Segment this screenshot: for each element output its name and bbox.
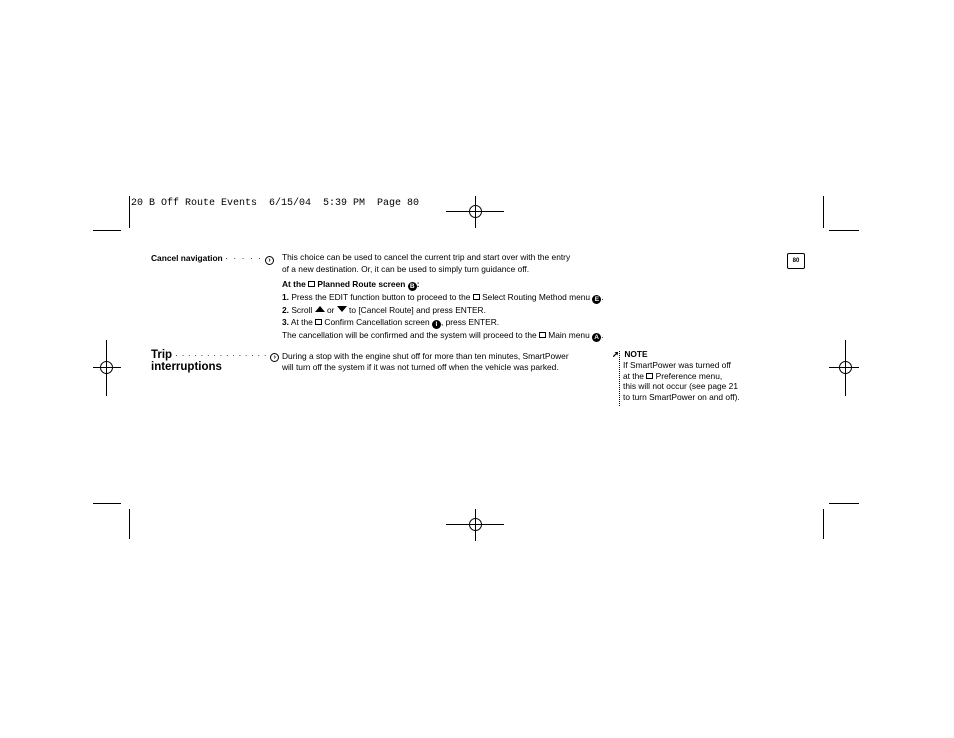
badge-icon: E bbox=[592, 295, 601, 304]
step-2-text-a: Scroll bbox=[291, 305, 313, 315]
trip-body-1: During a stop with the engine shut off for more than ten minutes, SmartPower bbox=[282, 351, 569, 361]
registration-circle bbox=[839, 361, 852, 374]
step-1: 1. Press the EDIT function button to proceed to the Select Routing Method menu E . bbox=[282, 292, 604, 303]
crop-mark bbox=[93, 503, 121, 504]
note-line-4: to turn SmartPower on and off). bbox=[623, 392, 740, 403]
step-3 bbox=[282, 316, 499, 329]
crop-mark bbox=[829, 230, 859, 231]
final-text-a: The cancellation will be confirmed and the system will proceed to the bbox=[282, 330, 537, 340]
final-text-b: Main menu bbox=[548, 330, 590, 340]
crop-mark bbox=[823, 509, 824, 539]
note-line-3: this will not occur (see page 21 bbox=[623, 381, 738, 392]
arrow-circle-icon: › bbox=[265, 256, 274, 265]
step-1-text-a: Press the EDIT function button to proceed to the bbox=[291, 292, 471, 302]
cancel-heading-label: Cancel navigation bbox=[151, 253, 223, 263]
note-title: NOTE bbox=[624, 349, 648, 359]
note-arrow-icon: ➚ bbox=[612, 349, 620, 359]
at-prefix: At the bbox=[282, 279, 306, 289]
cancel-intro-1: This choice can be used to cancel the current trip and start over with the entry bbox=[282, 252, 571, 262]
badge-icon: A bbox=[592, 333, 601, 342]
at-screen-line: At the Planned Route screen B : bbox=[282, 279, 420, 290]
note-line-2 bbox=[623, 371, 740, 382]
page-number: 80 bbox=[787, 253, 805, 269]
crop-mark bbox=[129, 196, 130, 228]
leader-dots: · · · · · bbox=[225, 253, 263, 263]
crop-mark bbox=[93, 230, 121, 231]
trip-heading-1: Trip bbox=[151, 349, 173, 361]
cancel-final: The cancellation will be confirmed and the system will proceed to the Main menu A . bbox=[282, 330, 604, 341]
step-number: 2. bbox=[282, 305, 289, 315]
badge-icon: I bbox=[432, 320, 441, 329]
screen-icon bbox=[646, 373, 653, 379]
crop-mark bbox=[829, 503, 859, 504]
trip-body-2: will turn off the system if it was not turned off when the vehicle was parked. bbox=[282, 362, 559, 372]
registration-circle bbox=[100, 361, 113, 374]
cancel-heading bbox=[151, 252, 274, 265]
note-line-2b: Preference menu, bbox=[655, 370, 723, 381]
screen-icon bbox=[315, 319, 322, 325]
print-slug: 20 B Off Route Events 6/15/04 5:39 PM Page 80 bbox=[131, 198, 420, 209]
registration-circle bbox=[469, 518, 482, 531]
leader-dots: · · · · · · · · · · · · · · · bbox=[175, 350, 268, 360]
screen-icon bbox=[473, 294, 480, 300]
step-3-text-c: , press ENTER. bbox=[440, 317, 500, 327]
screen-icon bbox=[539, 332, 546, 338]
note-line-1: If SmartPower was turned off bbox=[623, 359, 731, 370]
step-number: 1. bbox=[282, 292, 289, 302]
screen-icon bbox=[308, 281, 315, 287]
crop-mark bbox=[823, 196, 824, 228]
step-2-text-b: to [Cancel Route] and press ENTER. bbox=[349, 305, 486, 315]
crop-mark bbox=[129, 509, 130, 539]
note-block bbox=[612, 349, 740, 403]
trip-heading-2: interruptions bbox=[151, 361, 222, 373]
step-1-text-b: Select Routing Method menu bbox=[482, 292, 591, 302]
step-number: 3. bbox=[282, 317, 289, 327]
note-line-2a: at the bbox=[623, 370, 644, 381]
at-screen-name: Planned Route screen bbox=[317, 279, 406, 289]
registration-circle bbox=[469, 205, 482, 218]
step-2-or: or bbox=[326, 305, 335, 315]
arrow-down-icon bbox=[337, 306, 347, 312]
cancel-intro-2: of a new destination. Or, it can be used to simply turn guidance off. bbox=[282, 264, 530, 274]
step-3-text-a: At the bbox=[290, 317, 313, 327]
arrow-circle-icon: › bbox=[270, 353, 279, 362]
badge-icon: B bbox=[408, 282, 417, 291]
step-2 bbox=[282, 304, 486, 316]
arrow-up-icon bbox=[315, 306, 325, 312]
step-3-text-b: Confirm Cancellation screen bbox=[324, 317, 430, 327]
